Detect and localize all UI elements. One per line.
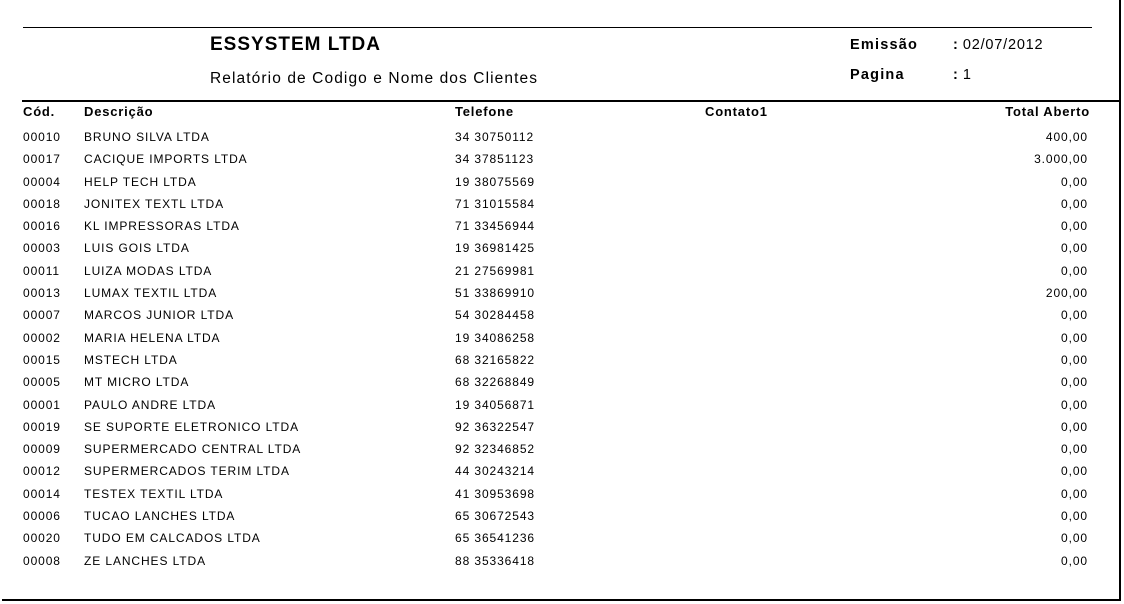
cell-phone: 21 27569981: [455, 263, 535, 278]
pagina-row: [850, 67, 1043, 97]
cell-total: 0,00: [1061, 486, 1088, 501]
cell-description: TUDO EM CALCADOS LTDA: [84, 531, 261, 546]
cell-code: 00019: [23, 419, 61, 434]
header-top-rule: [23, 27, 1092, 28]
cell-total: 0,00: [1061, 419, 1088, 434]
emissao-label: Emissão: [850, 37, 919, 53]
table-row: [0, 372, 1124, 394]
cell-phone: 44 30243214: [455, 464, 535, 479]
cell-phone: 65 30672543: [455, 509, 535, 524]
cell-description: LUMAX TEXTIL LTDA: [84, 286, 218, 301]
table-row: [0, 439, 1124, 461]
table-row: [0, 149, 1124, 171]
cell-total: 0,00: [1061, 397, 1088, 412]
cell-phone: 19 34086258: [455, 330, 535, 345]
table-row: [0, 305, 1124, 327]
table-row: [0, 551, 1124, 573]
cell-description: PAULO ANDRE LTDA: [84, 397, 216, 412]
cell-total: 0,00: [1061, 464, 1088, 479]
cell-code: 00009: [23, 442, 61, 457]
cell-total: 0,00: [1061, 241, 1088, 256]
cell-total: 0,00: [1061, 219, 1088, 234]
cell-phone: 54 30284458: [455, 308, 535, 323]
cell-phone: 34 30750112: [455, 130, 535, 144]
cell-description: LUIZA MODAS LTDA: [84, 263, 213, 278]
cell-phone: 92 32346852: [455, 442, 535, 457]
cell-description: TESTEX TEXTIL LTDA: [84, 486, 224, 501]
emissao-row: [850, 37, 1043, 67]
table-row: [0, 238, 1124, 260]
cell-code: 00007: [23, 308, 61, 323]
cell-total: 0,00: [1061, 308, 1088, 323]
page-border-bottom: [2, 599, 1121, 601]
column-header-contact: Contato1: [705, 104, 768, 119]
cell-description: ZE LANCHES LTDA: [84, 553, 206, 568]
cell-description: KL IMPRESSORAS LTDA: [84, 219, 240, 234]
cell-phone: 19 36981425: [455, 241, 535, 256]
column-header-total: Total Aberto: [1005, 104, 1090, 119]
table-row: [0, 194, 1124, 216]
cell-code: 00016: [23, 219, 61, 234]
emissao-colon: :: [953, 37, 958, 53]
cell-code: 00008: [23, 553, 61, 568]
table-row: [0, 395, 1124, 417]
cell-phone: 92 36322547: [455, 419, 535, 434]
cell-total: 200,00: [1045, 286, 1088, 301]
cell-phone: 34 37851123: [455, 152, 535, 167]
report-subtitle: Relatório de Codigo e Nome dos Clientes: [210, 70, 539, 87]
cell-phone: 19 38075569: [455, 174, 535, 189]
table-row: [0, 261, 1124, 283]
table-row: [0, 417, 1124, 439]
cell-code: 00010: [23, 130, 61, 144]
cell-total: 0,00: [1061, 531, 1088, 546]
pagina-value: 1: [962, 67, 972, 83]
table-row: [0, 350, 1124, 372]
cell-phone: 68 32268849: [455, 375, 535, 390]
column-header-description: Descrição: [84, 104, 154, 119]
cell-code: 00012: [23, 464, 61, 479]
report-meta: [850, 37, 1043, 97]
cell-description: BRUNO SILVA LTDA: [84, 130, 210, 144]
cell-code: 00017: [23, 152, 61, 167]
cell-description: MARIA HELENA LTDA: [84, 330, 221, 345]
cell-total: 400,00: [1045, 130, 1088, 144]
table-row: [0, 328, 1124, 350]
cell-description: LUIS GOIS LTDA: [84, 241, 190, 256]
cell-code: 00001: [23, 397, 61, 412]
report-title: ESSYSTEM LTDA: [210, 34, 381, 55]
cell-code: 00011: [23, 263, 60, 278]
cell-code: 00003: [23, 241, 61, 256]
cell-total: 0,00: [1061, 509, 1088, 524]
cell-description: MT MICRO LTDA: [84, 375, 190, 390]
table-row: [0, 216, 1124, 238]
cell-phone: 71 33456944: [455, 219, 535, 234]
cell-description: TUCAO LANCHES LTDA: [84, 509, 236, 524]
cell-total: 0,00: [1061, 196, 1088, 211]
table-header: [0, 104, 1124, 123]
cell-total: 0,00: [1061, 174, 1088, 189]
table-row: [0, 172, 1124, 194]
cell-total: 0,00: [1061, 263, 1088, 278]
cell-description: MARCOS JUNIOR LTDA: [84, 308, 234, 323]
cell-total: 0,00: [1061, 352, 1088, 367]
cell-description: CACIQUE IMPORTS LTDA: [84, 152, 248, 167]
table-row: [0, 484, 1124, 506]
cell-phone: 51 33869910: [455, 286, 535, 301]
cell-phone: 19 34056871: [455, 397, 535, 412]
cell-description: HELP TECH LTDA: [84, 174, 197, 189]
cell-code: 00002: [23, 330, 61, 345]
cell-code: 00018: [23, 196, 61, 211]
cell-phone: 68 32165822: [455, 352, 535, 367]
pagina-label: Pagina: [850, 67, 905, 83]
cell-code: 00013: [23, 286, 61, 301]
cell-code: 00020: [23, 531, 61, 546]
cell-code: 00015: [23, 352, 61, 367]
cell-total: 0,00: [1061, 442, 1088, 457]
cell-total: 0,00: [1061, 553, 1088, 568]
emissao-value: 02/07/2012: [962, 37, 1044, 53]
cell-description: SUPERMERCADO CENTRAL LTDA: [84, 442, 302, 457]
table-row: [0, 528, 1124, 550]
column-header-code: Cód.: [23, 104, 56, 119]
table-row: [0, 283, 1124, 305]
cell-description: SE SUPORTE ELETRONICO LTDA: [84, 419, 299, 434]
cell-total: 3.000,00: [1034, 152, 1088, 167]
column-header-phone: Telefone: [455, 104, 514, 119]
cell-phone: 71 31015584: [455, 196, 535, 211]
cell-total: 0,00: [1061, 330, 1088, 345]
cell-total: 0,00: [1061, 375, 1088, 390]
cell-code: 00006: [23, 509, 61, 524]
table-row: [0, 127, 1124, 149]
table-row: [0, 506, 1124, 528]
cell-code: 00014: [23, 486, 61, 501]
cell-phone: 65 36541236: [455, 531, 535, 546]
table-row: [0, 461, 1124, 483]
cell-description: JONITEX TEXTL LTDA: [84, 196, 225, 211]
cell-description: MSTECH LTDA: [84, 352, 178, 367]
cell-description: SUPERMERCADOS TERIM LTDA: [84, 464, 290, 479]
cell-code: 00005: [23, 375, 61, 390]
pagina-colon: :: [953, 67, 958, 83]
cell-phone: 88 35336418: [455, 553, 535, 568]
cell-phone: 41 30953698: [455, 486, 535, 501]
table-header-rule: [22, 100, 1119, 102]
table-body: [0, 127, 1124, 573]
cell-code: 00004: [23, 174, 61, 189]
